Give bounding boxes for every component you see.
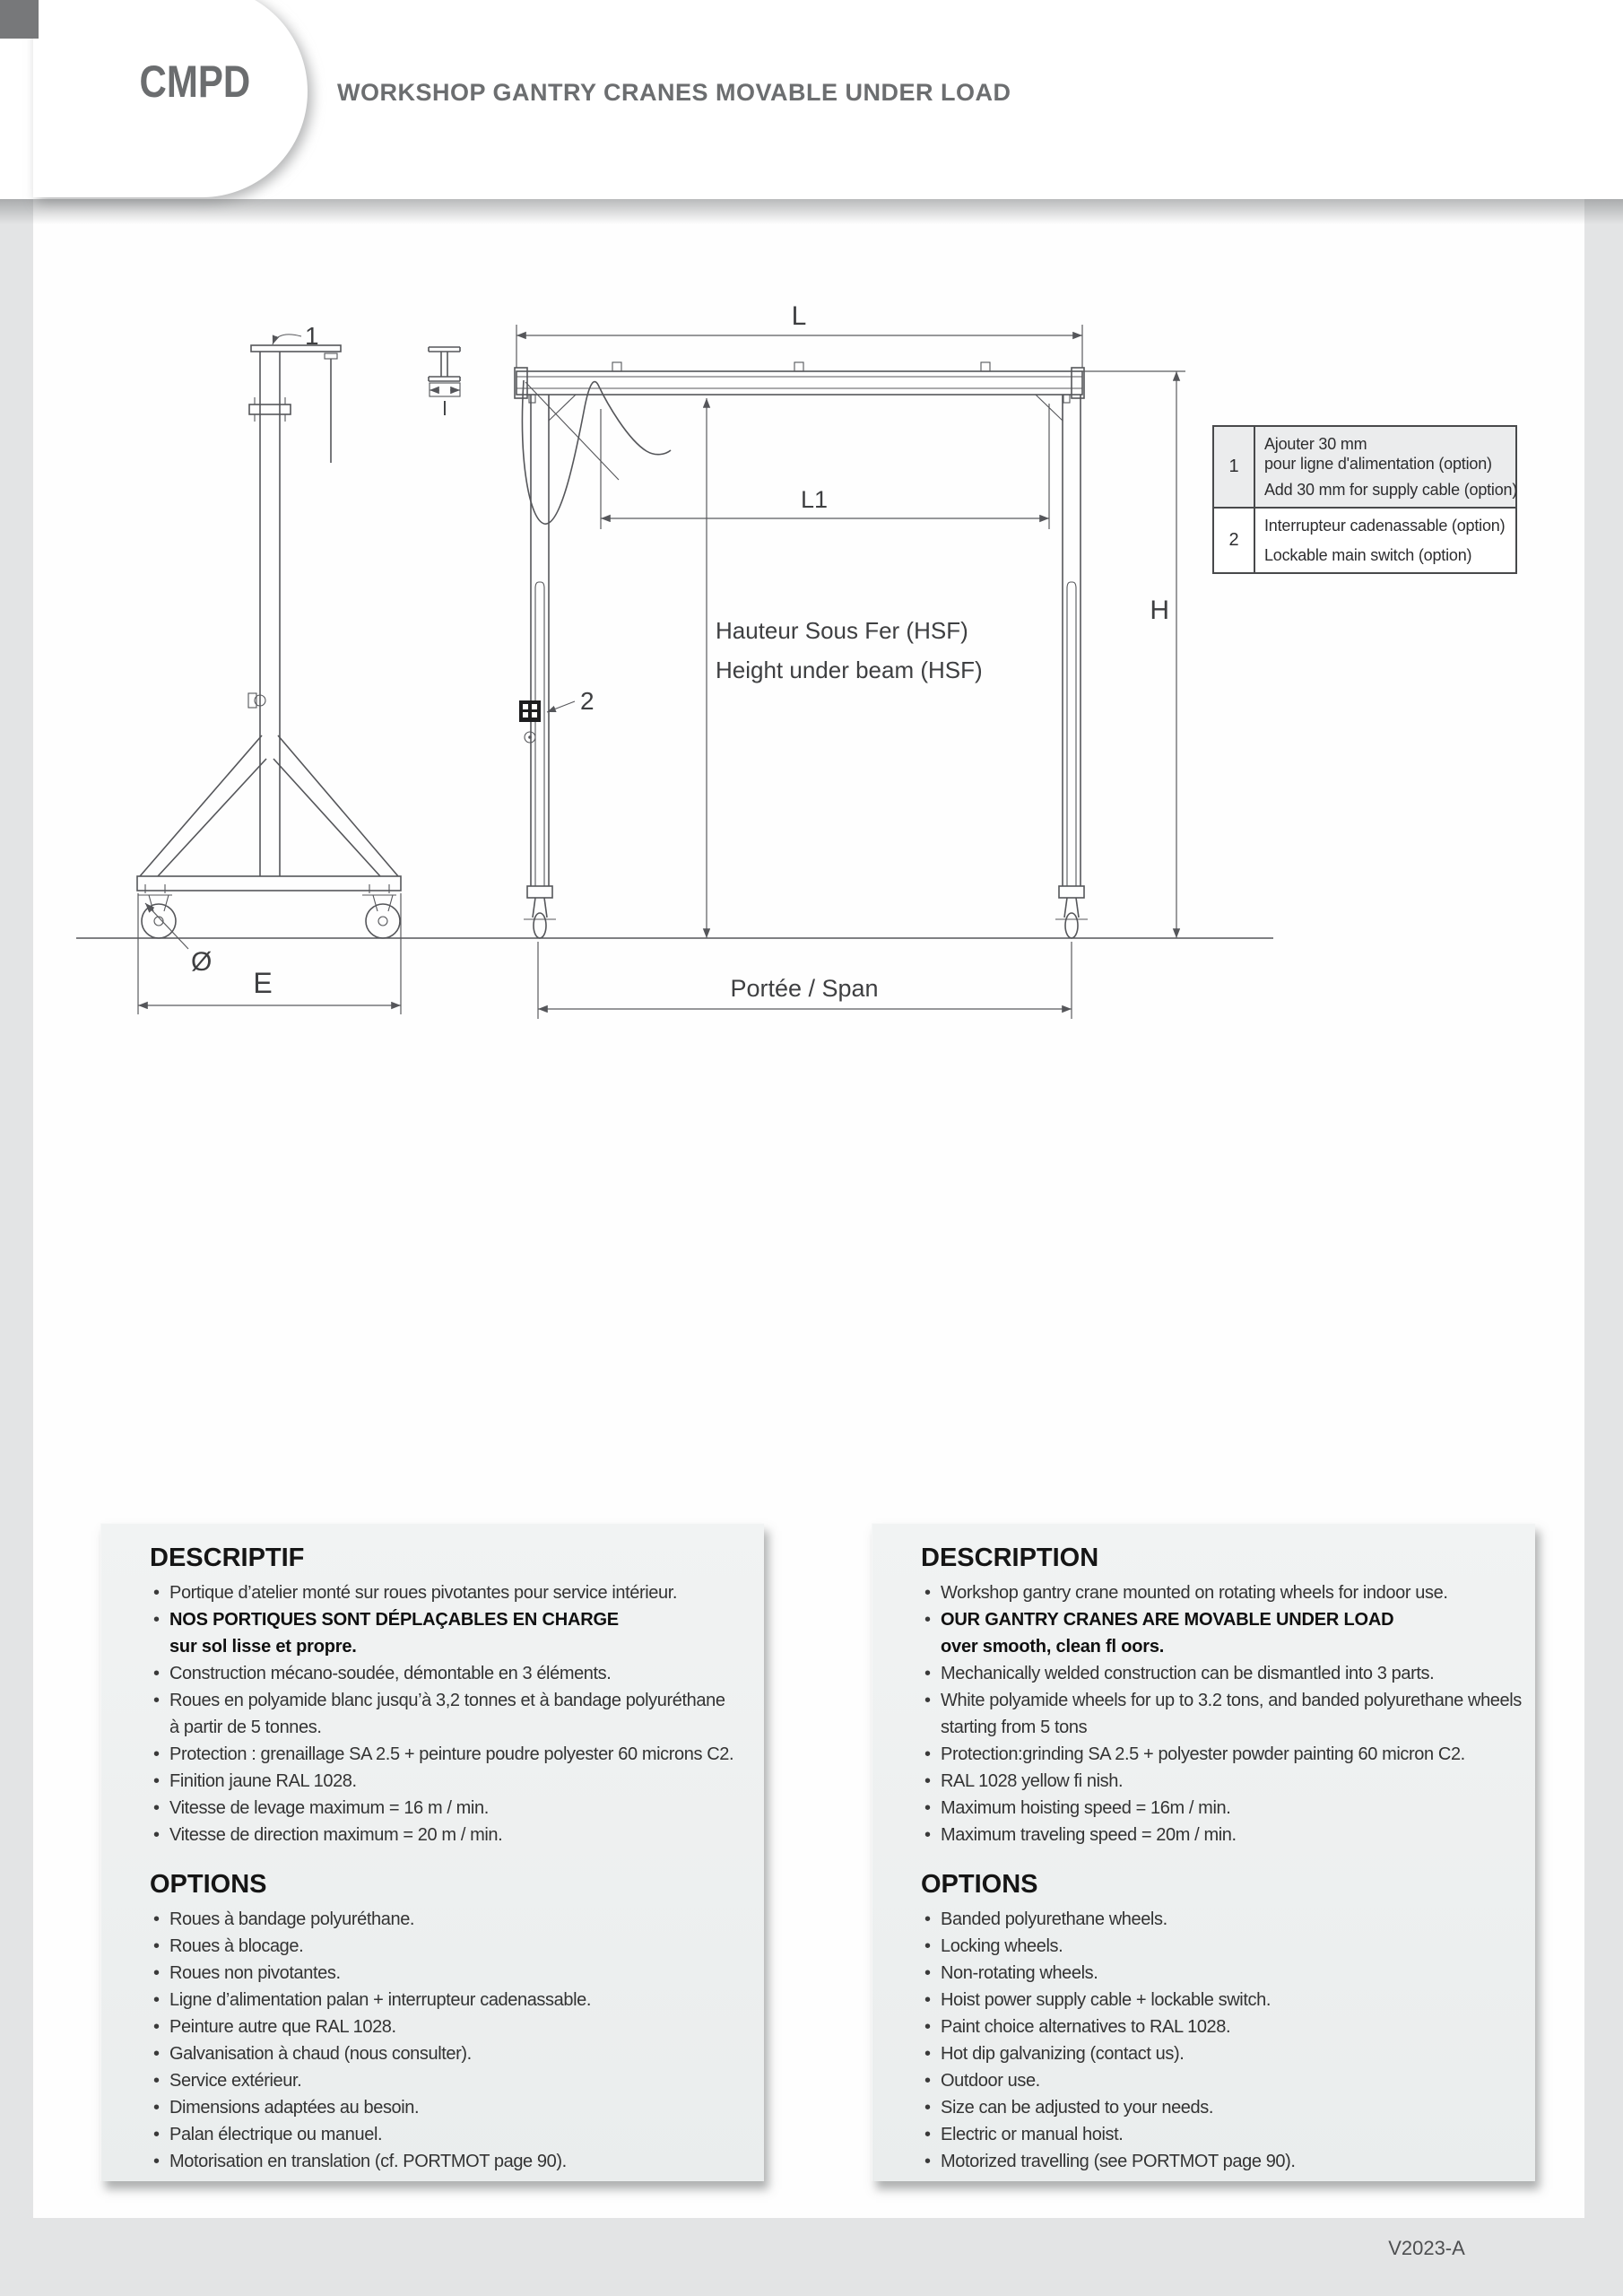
legend-row-1-line-fr2: pour ligne d'alimentation (option) [1264,455,1492,473]
list-item: • Non-rotating wheels. [923,1960,1514,1987]
list-item: • Roues à bandage polyuréthane. [152,1906,742,1933]
list-item: • Peinture autre que RAL 1028. [152,2013,742,2040]
dim-h-label: H [1150,596,1169,625]
heading-descriptif: DESCRIPTIF [150,1544,305,1572]
list-item: • Palan électrique ou manuel. [152,2121,742,2148]
callout-1-label: 1 [305,322,319,350]
logo-pill [33,0,308,197]
list-item: • Roues à blocage. [152,1933,742,1960]
list-item: • Motorisation en translation (cf. PORTMOT page 90). [152,2148,742,2175]
list-item: • Paint choice alternatives to RAL 1028. [923,2013,1514,2040]
list-item: • White polyamide wheels for up to 3.2 tons, and banded polyurethane wheels starting from 5 tons [923,1687,1514,1741]
beam-cross-section [429,347,460,420]
wheel [366,904,400,938]
list-item: • Maximum traveling speed = 20m / min. [923,1822,1514,1848]
diameter-label: Ø [191,947,213,977]
heading-options-fr: OPTIONS [150,1870,267,1899]
logo: CMPD [139,57,250,107]
legend-row-2-number: 2 [1214,509,1255,572]
list-item: • Protection : grenaillage SA 2.5 + peinture poudre polyester 60 microns C2. [152,1741,742,1768]
list-item: • Size can be adjusted to your needs. [923,2094,1514,2121]
list-item: • NOS PORTIQUES SONT DÉPLAÇABLES EN CHARGE sur sol lisse et propre. [152,1606,742,1660]
header-shadow [0,199,1623,224]
list-item: • Portique d’atelier monté sur roues pivotantes pour service intérieur. [152,1579,742,1606]
list-item: • Hot dip galvanizing (contact us). [923,2040,1514,2067]
legend-row-2 [1214,509,1515,572]
heading-options-en: OPTIONS [921,1870,1038,1899]
list-item: • Locking wheels. [923,1933,1514,1960]
dim-e-label: E [253,967,273,999]
legend-table [1212,425,1517,574]
dim-l-label: L [791,301,807,331]
list-item: • Service extérieur. [152,2067,742,2094]
wheel [142,904,176,938]
list-item: • Roues en polyamide blanc jusqu’à 3,2 tonnes et à bandage polyuréthane à partir de 5 tonnes. [152,1687,742,1741]
lockable-switch [519,700,541,722]
list-item: • Vitesse de direction maximum = 20 m / min. [152,1822,742,1848]
callout-2-label: 2 [580,687,595,715]
list-item: • Finition jaune RAL 1028. [152,1768,742,1795]
list-item: • Maximum hoisting speed = 16m / min. [923,1795,1514,1822]
legend-row-1 [1214,427,1518,509]
front-view [515,301,1185,1019]
legend-row-2-line-fr: Interrupteur cadenassable (option) [1264,517,1506,535]
list-item: • Outdoor use. [923,2067,1514,2094]
list-item: • Roues non pivotantes. [152,1960,742,1987]
span-label: Portée / Span [730,975,879,1002]
list-item: • Hoist power supply cable + lockable switch. [923,1987,1514,2013]
panel-descriptif-fr [100,1523,764,2181]
options-list-fr [152,1906,742,2175]
list-item: • Ligne d’alimentation palan + interrupteur cadenassable. [152,1987,742,2013]
list-item: • Dimensions adaptées au besoin. [152,2094,742,2121]
legend-row-2-line-en: Lockable main switch (option) [1264,546,1472,564]
legend-row-1-number: 1 [1214,427,1255,507]
page-title: WORKSHOP GANTRY CRANES MOVABLE UNDER LOAD [337,79,1011,106]
list-item: • Motorized travelling (see PORTMOT page 90). [923,2148,1514,2175]
list-item: • RAL 1028 yellow fi nish. [923,1768,1514,1795]
legend-row-1-line-en: Add 30 mm for supply cable (option) [1264,481,1518,499]
list-item: • Mechanically welded construction can be dismantled into 3 parts. [923,1660,1514,1687]
list-item: • Banded polyurethane wheels. [923,1906,1514,1933]
list-item: • OUR GANTRY CRANES ARE MOVABLE UNDER LOAD over smooth, clean fl oors. [923,1606,1514,1660]
panel-description-en [872,1523,1535,2181]
list-item: • Galvanisation à chaud (nous consulter). [152,2040,742,2067]
descriptif-list [152,1579,742,1848]
version-label: V2023-A [1388,2237,1465,2259]
legend-row-1-line-fr1: Ajouter 30 mm [1264,435,1367,453]
list-item: • Protection:grinding SA 2.5 + polyester powder painting 60 micron C2. [923,1741,1514,1768]
description-list [923,1579,1522,1848]
dim-l1-label: L1 [800,486,829,513]
list-item: • Construction mécano-soudée, démontable en 3 éléments. [152,1660,742,1687]
list-item: • Electric or manual hoist. [923,2121,1514,2148]
section-width-label: l [442,397,447,420]
heading-description: DESCRIPTION [921,1544,1099,1572]
corner-square-decoration [0,0,39,39]
list-item: • Workshop gantry crane mounted on rotating wheels for indoor use. [923,1579,1514,1606]
options-list-en [923,1906,1514,2175]
list-item: • Vitesse de levage maximum = 16 m / min. [152,1795,742,1822]
hsf-label-fr: Hauteur Sous Fer (HSF) [716,617,968,644]
hsf-label-en: Height under beam (HSF) [716,657,983,683]
side-view [137,322,401,1014]
technical-drawing [45,296,1345,1040]
